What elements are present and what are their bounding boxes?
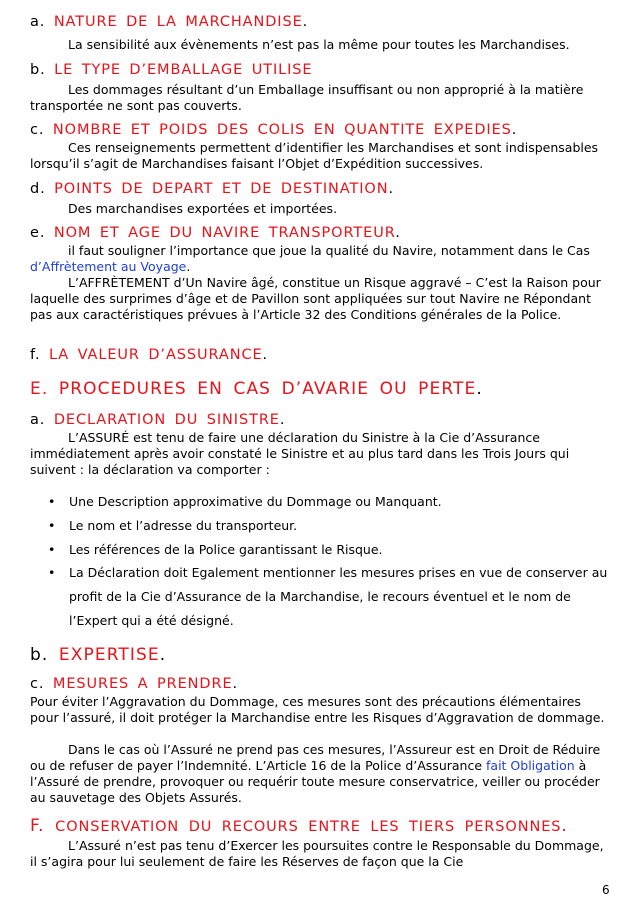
heading-points-depart: d. POINTS DE DEPART ET DE DESTINATION. [30, 181, 394, 197]
heading-type-emballage: b. LE TYPE D’EMBALLAGE UTILISE [30, 62, 313, 78]
paragraph-navire-1: il faut souligner l’importance que joue la qualité du Navire, notamment dans le Cas d’Affrètement au Voyage. [30, 243, 590, 274]
heading-nature-marchandise: a. NATURE DE LA MARCHANDISE. [30, 14, 309, 30]
paragraph-nature: La sensibilité aux évènements n’est pas la même pour toutes les Marchandises. [68, 37, 570, 52]
heading-mesures-prendre: c. MESURES A PRENDRE. [30, 676, 239, 692]
bullet-icon: • [48, 518, 56, 533]
paragraph-points: Des marchandises exportées et importées. [68, 201, 338, 216]
heading-valeur-assurance: f. LA VALEUR D’ASSURANCE. [30, 347, 269, 363]
heading-expertise: b. EXPERTISE. [30, 645, 167, 665]
heading-procedures: E. PROCEDURES EN CAS D’AVARIE OU PERTE. [30, 379, 483, 399]
page-number: 6 [602, 883, 610, 897]
paragraph-navire-2: L’AFFRÈTEMENT d’Un Navire âgé, constitue un Risque aggravé – C’est la Raison pour laquelle des surprimes d’âge et de Pavillon sont appliquées sur tout Navire ne Répondant pas aux caractéristiques prévues à l’Article 32 des Conditions générales de la Police. [30, 275, 601, 322]
link-fait-obligation[interactable]: fait Obligation [486, 758, 575, 773]
link-affretement-voyage[interactable]: d’Affrètement au Voyage [30, 259, 187, 274]
bullet-icon: • [48, 565, 56, 580]
bullet-icon: • [48, 542, 56, 557]
heading-nombre-poids: c. NOMBRE ET POIDS DES COLIS EN QUANTITE EXPEDIES. [30, 122, 518, 138]
document-page: a. NATURE DE LA MARCHANDISE. La sensibilité aux évènements n’est pas la même pour toutes les Marchandises. b. LE TYPE D’EMBALLAGE UTILISE Les dommages résultant d’un Emballage insuffisant ou non approprié à la matière transportée ne sont pas couverts. c. NOMBRE ET POIDS DES COLIS EN QUANTITE EXPEDIES. Ces renseignements permettent d’identifier les Marchandises et sont indispensables lorsqu’il s’agit de Marchandises faisant l’Objet d’Expédition successives. d. POINTS DE DEPART ET DE DESTINATION. Des marchandises exportées et importées. e. NOM ET AGE DU NAVIRE TRANSPORTEUR. il faut souligner l’importance que joue la qualité du Navire, notamment dans le Cas d’Affrètement au Voyage. L’AFFRÈTEMENT d’Un Navire âgé, constitue un Risque aggravé – C’est la Raison pour laquelle des surprimes d’âge et de Pavillon sont appliquées sur tout Navire ne Répondant pas aux caractéristiques prévues à l’Article 32 des Conditions générales de la Police. f. LA VALEUR D’ASSURANCE. E. PROCEDURES EN CAS D’AVARIE OU PERTE. a. DECLARATION DU SINISTRE. L’ASSURÉ est tenu de faire une déclaration du Sinistre à la Cie d’Assurance immédiatement après avoir constaté le Sinistre et au plus tard dans les Trois Jours qui suivent : la déclaration va comporter : • Une Description approximative du Dommage ou Manquant. • Le nom et l’adresse du transporteur. • Les références de la Police garantissant le Risque. • La Déclaration doit Egalement mentionner les mesures prises en vue de conserver au profit de la Cie d’Assurance de la Marchandise, le recours éventuel et le nom de l’Expert qui a été désigné. b. EXPERTISE. c. MESURES A PRENDRE. Pour éviter l’Aggravation du Dommage, ces mesures sont des précautions élémentaires pour l’assuré, il doit protéger la Marchandise entre les Risques d’Aggravation de dommage. Dans le cas où l’Assuré ne prend pas ces mesures, l’Assureur est en Droit de Réduire ou de refuser de payer l’Indemnité. L’Article 16 de la Police d’Assurance fait Obligation à l’Assuré de prendre, provoquer ou requérir toute mesure conservatrice, veiller ou procéder au sauvetage des Objets Assurés. F. CONSERVATION DU RECOURS ENTRE LES TIERS PERSONNES. L’Assuré n’est pas tenu d’Exercer les poursuites contre le Responsable du Dommage, il s’agira pour lui seulement de faire les Réserves de façon que la Cie 6 [30, 14, 610, 897]
paragraph-mesures-1: Pour éviter l’Aggravation du Dommage, ces mesures sont des précautions élémentaires pour l’assuré, il doit protéger la Marchandise entre les Risques d’Aggravation de dommage. [30, 694, 605, 725]
paragraph-emballage: Les dommages résultant d’un Emballage insuffisant ou non approprié à la matière transportée ne sont pas couverts. [30, 82, 584, 113]
heading-declaration-sinistre: a. DECLARATION DU SINISTRE. [30, 412, 286, 428]
paragraph-conservation: L’Assuré n’est pas tenu d’Exercer les poursuites contre le Responsable du Dommage, il s’agira pour lui seulement de faire les Réserves de façon que la Cie [30, 838, 604, 869]
paragraph-declaration: L’ASSURÉ est tenu de faire une déclaration du Sinistre à la Cie d’Assurance immédiatement après avoir constaté le Sinistre et au plus tard dans les Trois Jours qui suivent : la déclaration va comporter : [30, 430, 570, 477]
paragraph-nombre: Ces renseignements permettent d’identifier les Marchandises et sont indispensables lorsqu’il s’agit de Marchandises faisant l’Objet d’Expédition successives. [30, 140, 599, 171]
heading-nom-age-navire: e. NOM ET AGE DU NAVIRE TRANSPORTEUR. [30, 225, 401, 241]
paragraph-mesures-2: Dans le cas où l’Assuré ne prend pas ces mesures, l’Assureur est en Droit de Réduire ou de refuser de payer l’Indemnité. L’Article 16 de la Police d’Assurance fait Obligation à l’Assuré de prendre, provoquer ou requérir toute mesure conservatrice, veiller ou procéder au sauvetage des Objets Assurés. [30, 742, 601, 805]
bullet-icon: • [48, 494, 56, 509]
heading-conservation-recours: F. CONSERVATION DU RECOURS ENTRE LES TIERS PERSONNES. [30, 816, 568, 836]
